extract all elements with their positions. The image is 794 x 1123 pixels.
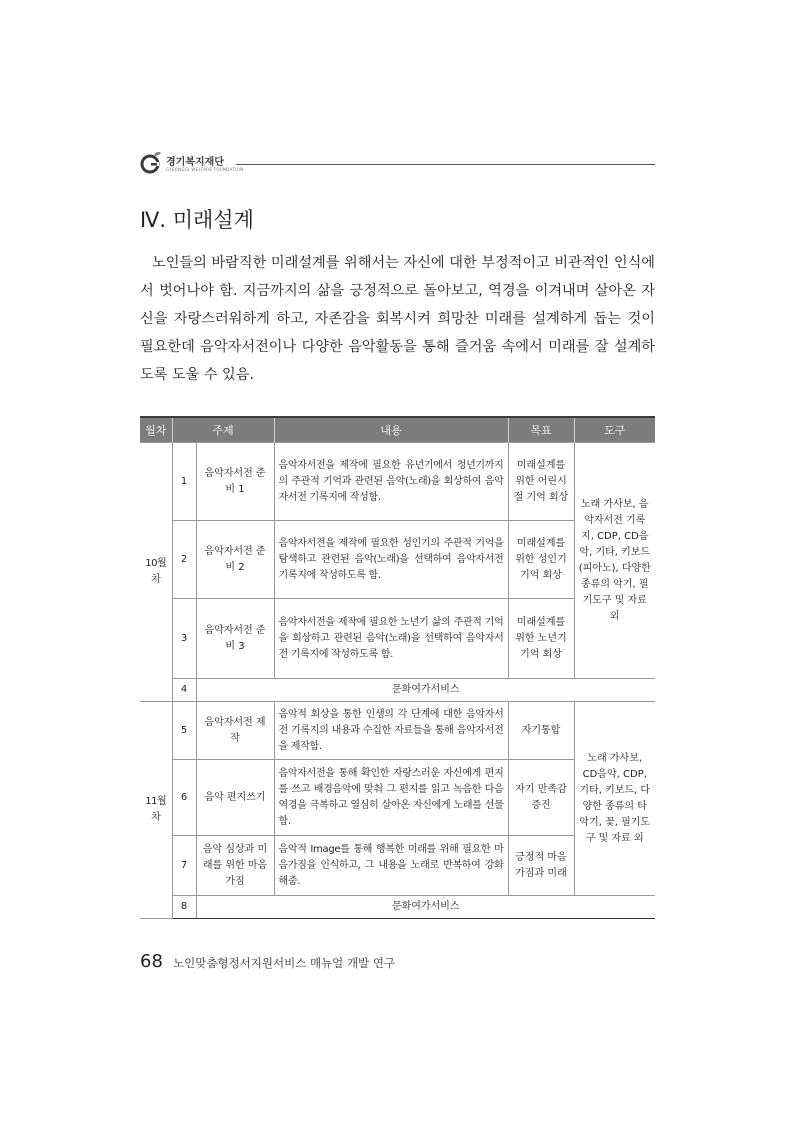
session-topic: 음악자서전 준비 3 [196, 599, 274, 679]
page-number: 68 [140, 951, 163, 972]
service-label: 문화여가서비스 [196, 896, 655, 919]
session-content: 음악자서전을 통해 확인한 자랑스러운 자신에게 편지를 쓰고 배경음악에 맞춰 그 편지를 읽고 녹음한 다음 역경을 극복하고 열심히 살아온 자신에게 노래를 선물함. [274, 760, 508, 836]
session-number: 4 [172, 679, 196, 702]
session-content: 음악자서전을 제작에 필요한 성인기의 주관적 기억을 탐색하고 관련된 음악(노래)을 선택하여 음악자서전 기록지에 작성하도록 함. [274, 521, 508, 599]
document-title: 노인맞춤형정서지원서비스 매뉴얼 개발 연구 [173, 956, 396, 970]
header-tools: 도구 [574, 417, 655, 443]
table-row [140, 896, 655, 919]
month-label: 11월차 [140, 702, 172, 919]
session-number: 5 [172, 702, 196, 760]
session-topic: 음악자서전 제작 [196, 702, 274, 760]
header-content: 내용 [274, 417, 508, 443]
session-goal: 자기통합 [508, 702, 574, 760]
session-topic: 음악 편지쓰기 [196, 760, 274, 836]
session-tools: 노래 가사보, 음악자서전 기록지, CDP, CD음악, 기타, 키보드 (피아노), 다양한 종류의 악기, 필기도구 및 자료 외 [574, 443, 655, 679]
session-goal: 미래설계를 위한 어린시절 기억 회상 [508, 443, 574, 521]
table-row [140, 702, 655, 760]
program-table [140, 416, 655, 919]
page-footer [140, 951, 395, 972]
session-goal: 자기 만족감 증진 [508, 760, 574, 836]
session-topic: 음악자서전 준비 1 [196, 443, 274, 521]
session-tools: 노래 가사보, CD음악, CDP, 기타, 키보드, 다양한 종류의 타악기, 꽃, 필기도구 및 자료 외 [574, 702, 655, 896]
session-number: 6 [172, 760, 196, 836]
session-content: 음악자서전을 제작에 필요한 노년기 삶의 주관적 기억을 회상하고 관련된 음악(노래)을 선택하여 음악자서전 기록지에 작성하도록 함. [274, 599, 508, 679]
table-row [140, 679, 655, 702]
header-rule [236, 164, 655, 165]
session-content: 음악자서전을 제작에 필요한 유년기에서 청년기까지의 주관적 기억과 관련된 음악(노래)을 회상하여 음악자서전 기록지에 작성함. [274, 443, 508, 521]
program-table-wrapper [140, 416, 655, 919]
session-topic: 음악 심상과 미래를 위한 마음가짐 [196, 836, 274, 896]
foundation-name-english: GYEONGGI WELFARE FOUNDATION [166, 167, 244, 172]
month-label: 10월차 [140, 443, 172, 702]
session-number: 1 [172, 443, 196, 521]
table-row [140, 443, 655, 521]
session-number: 8 [172, 896, 196, 919]
session-content: 음악적 회상을 통한 인생의 각 단계에 대한 음악자서전 기록지의 내용과 수집한 자료들을 통해 음악자서전을 제작함. [274, 702, 508, 760]
session-goal: 긍정적 마음가짐과 미래 [508, 836, 574, 896]
foundation-name: 경기복지재단 [166, 157, 224, 168]
header-month: 월차 [140, 417, 172, 443]
session-goal: 미래설계를 위한 노년기 기억 회상 [508, 599, 574, 679]
session-number: 7 [172, 836, 196, 896]
page-header [140, 150, 655, 180]
session-number: 2 [172, 521, 196, 599]
section-paragraph: 노인들의 바람직한 미래설계를 위해서는 자신에 대한 부정적이고 비관적인 인식에서 벗어나야 함. 지금까지의 삶을 긍정적으로 돌아보고, 역경을 이겨내며 살아온 자신을 자랑스러워하게 하고, 자존감을 회복시켜 희망찬 미래를 설계하게 돕는 것이 필요한데 음악자서전이나 다양한 음악활동을 통해 즐거움 속에서 미래를 잘 설계하도록 도울 수 있음. [140, 255, 655, 383]
session-topic: 음악자서전 준비 2 [196, 521, 274, 599]
session-content: 음악적 Image를 통해 행복한 미래를 위해 필요한 마음가짐을 인식하고, 그 내용을 노래로 반복하여 강화해줌. [274, 836, 508, 896]
session-number: 3 [172, 599, 196, 679]
table-header-row [140, 417, 655, 443]
foundation-logo-icon [140, 150, 162, 174]
header-goal: 목표 [508, 417, 574, 443]
service-label: 문화여가서비스 [196, 679, 655, 702]
header-topic: 주제 [172, 417, 274, 443]
section-title: Ⅳ. 미래설계 [140, 208, 254, 232]
session-goal: 미래설계를 위한 성인기 기억 회상 [508, 521, 574, 599]
